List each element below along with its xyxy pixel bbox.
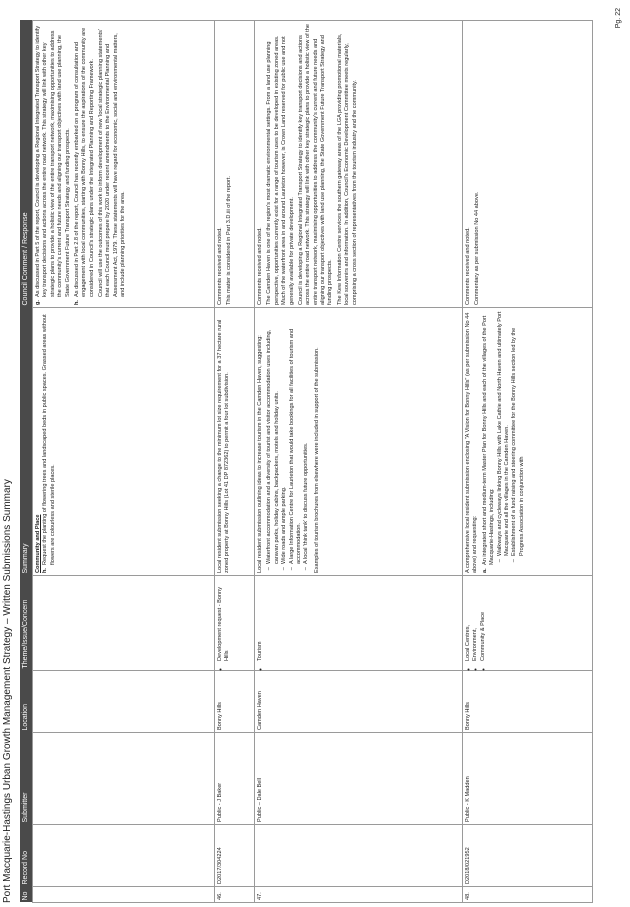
response-para: The Kew Information Centre services the southern gateway areas of the LGA providing promotional materials, local souvenirs and information. In addition, Council's Economic Development Committee meets regularly, comprising a cross section of representatives from the tourism industry and the community. — [336, 33, 358, 305]
table-row — [255, 21, 463, 903]
response-para: This matter is considered in Part 3.D.iii of the report. — [226, 175, 233, 305]
item-text: As discussed in Part 5 of the report, Council is developing a Regional Integrated Transport Strategy to identify key transport decisions and actions across the entire road network. This strategy will link with other key strategic plans to provide a holistic view of the entire transport network, maximising opportunities to address the community's current and future needs and aligning our transport objectives with land use planning, the State Government Future Transport Strategy and funding prospects. — [35, 25, 71, 297]
cell-theme — [463, 576, 593, 671]
table-row — [463, 21, 593, 903]
cell-record — [255, 825, 463, 887]
cell-submitter: Public - J Baker — [215, 733, 255, 825]
cell-location: Camden Haven — [255, 671, 463, 733]
response-list — [35, 23, 128, 305]
list-item — [73, 23, 128, 305]
list-item: – Establishment of a fund raising and steering committee for the Bonny Hills section led by the Progress Association in conjunction with — [511, 310, 526, 556]
list-item: – Waterfront accommodation and a diversity of tourist and visitor accommodation uses including, caravan parks, holiday cabins, backpackers, motels and holiday units. — [266, 310, 281, 564]
theme-item: ◦ Community & Place — [480, 578, 487, 661]
item-text: Request the planting of flowering trees and landscaped beds in public spaces. Grassed areas without flowers are colourless and sterile places. — [42, 314, 56, 565]
cell-record: D2017/304224 — [215, 825, 255, 887]
submissions-table — [20, 20, 593, 903]
list-item — [35, 23, 72, 305]
cell-theme — [215, 576, 255, 671]
cell-summary — [215, 308, 255, 576]
theme-item: ◦ Local Centres, — [465, 578, 472, 661]
cell-location: Bonny Hills — [215, 671, 255, 733]
item-label: g. — [35, 300, 41, 305]
summary-dash-list — [497, 310, 527, 565]
list-item: – Wide roads and ample parking. — [281, 310, 288, 564]
list-item: – Walkways and cycleways linking Bonny Hills with Lake Cathie and North Haven and ultimately Port Macquarie and all the villages in the Camden Haven. — [497, 310, 512, 556]
summary-dash-list — [266, 310, 310, 573]
list-item: – A large Information Centre for Laurieton that would take bookings for all facilities of tourism and accommodation. — [289, 310, 304, 564]
cell-theme — [33, 576, 215, 671]
response-para: Commentary as per submission No 44 above. — [474, 191, 481, 305]
theme-item: ◦ Environment, — [472, 578, 479, 661]
item-label: a. — [481, 568, 488, 573]
theme-list — [257, 578, 264, 668]
cell-submitter: Public – Dale Bell — [255, 733, 463, 825]
summary-list — [42, 310, 57, 573]
item-text: As discussed in Part 2.8 of the report, Council has recently embarked on a program of consultation and engagement with local communities, starting with Bonny Hills, to ensure the aspirations of the community are considered in Council's strategic plans under the Integrated Planning and Reporting Framework. — [73, 27, 95, 297]
col-submitter-header: Submitter — [20, 733, 33, 825]
summary-intro: Local resident submission outlining ideas to increase tourism in the Camden Haven, suggesting: — [257, 335, 263, 573]
cell-summary — [255, 308, 463, 576]
response-para: Comments received and noted. — [217, 227, 223, 305]
col-location-header: Location — [20, 671, 33, 733]
item-label: h. — [42, 568, 49, 573]
col-response-header: Council Comment / Response — [20, 21, 33, 308]
cell-location — [33, 671, 215, 733]
cell-response — [463, 21, 593, 308]
cell-submitter — [33, 733, 215, 825]
cell-no: 47. — [255, 887, 463, 903]
document-title: Port Macquarie-Hastings Urban Growth Management Strategy – Written Submissions Summary — [2, 479, 13, 903]
cell-location: Bonny Hills — [463, 671, 593, 733]
list-item — [42, 310, 57, 573]
summary-para: Local resident submission seeking a change to the minimum lot size requirement for a 37 hectare rural zoned property at Bonny Hills (Lot 41 DP 872362) to permit a four lot subdivision. — [217, 319, 231, 573]
response-para: Council is developing a Regional Integrated Transport Strategy to identify key transport decisions and actions across the entire road network. This strategy will link with other key strategic plans to provide a holistic view of the entire transport network, maximising opportunities to address the community's current and future needs and aligning our transport objectives with land use planning, the State Government Future Transport Strategy and funding prospects. — [297, 24, 334, 305]
list-item — [481, 310, 526, 573]
response-para: Comments received and noted. — [257, 227, 263, 305]
table-header-row — [20, 21, 33, 903]
summary-intro: A comprehensive local resident submission enclosing "A Vision for Bonny Hills" (as per submission No 44 above) and requesting: — [465, 312, 479, 573]
cell-no: 46. — [215, 887, 255, 903]
theme-list — [465, 578, 487, 668]
summary-outro: Examples of tourism brochures from elsewhere were included in support of the submission. — [313, 347, 320, 573]
cell-response — [255, 21, 463, 308]
cell-record: D2018/021952 — [463, 825, 593, 887]
cell-summary — [463, 308, 593, 576]
item-text: An integrated short and medium-term Master Plan for Bonny Hills and each of the villages of the Port Macquarie-Hastings, including: — [481, 315, 496, 565]
table-row — [33, 21, 215, 903]
summary-subheading: Community and Place — [35, 514, 41, 573]
item-label: h. — [73, 300, 80, 305]
cell-no — [33, 887, 215, 903]
theme-item: ◦ Development request - Bonny Hills — [217, 578, 232, 661]
response-para: The Camden Haven is one of the region's most dramatic environmental settings. From a land use planning perspective, opportunities currently exist for a range of tourism uses to be developed in existing zoned areas. Much of the waterfront area in and around Laurieton however, is Crown Land reserved for public use and not generally available for private development. — [266, 35, 295, 305]
cell-no: 48. — [463, 887, 593, 903]
cell-summary — [33, 308, 215, 576]
list-item: – A local 'think tank' to discuss future opportunities. — [303, 310, 310, 564]
table-row — [215, 21, 255, 903]
col-summary-header: Summary — [20, 308, 33, 576]
theme-list — [217, 578, 232, 668]
cell-theme — [255, 576, 463, 671]
cell-response — [215, 21, 255, 308]
col-no-header: No — [20, 887, 33, 903]
item-extra-text: Council will use the outcomes of this work to inform development of new 'local strategic planning statements' that each Council must prepare by 2020 under recent amendments to the Environmental Planning and Assessment Act, 1979. These statements will have regard for economic, social and environmental matters, and include planning priorities for the area. — [98, 29, 127, 297]
cell-record — [33, 825, 215, 887]
cell-response — [33, 21, 215, 308]
page-number: Pg. 22 — [615, 8, 622, 29]
cell-submitter: Public - K Madden — [463, 733, 593, 825]
theme-item: ◦ Tourism — [257, 578, 264, 661]
response-para: Comments received and noted. — [465, 227, 471, 305]
col-theme-header: Theme/Issue/Concern — [20, 576, 33, 671]
col-record-header: Record No — [20, 825, 33, 887]
summary-list — [482, 310, 526, 573]
